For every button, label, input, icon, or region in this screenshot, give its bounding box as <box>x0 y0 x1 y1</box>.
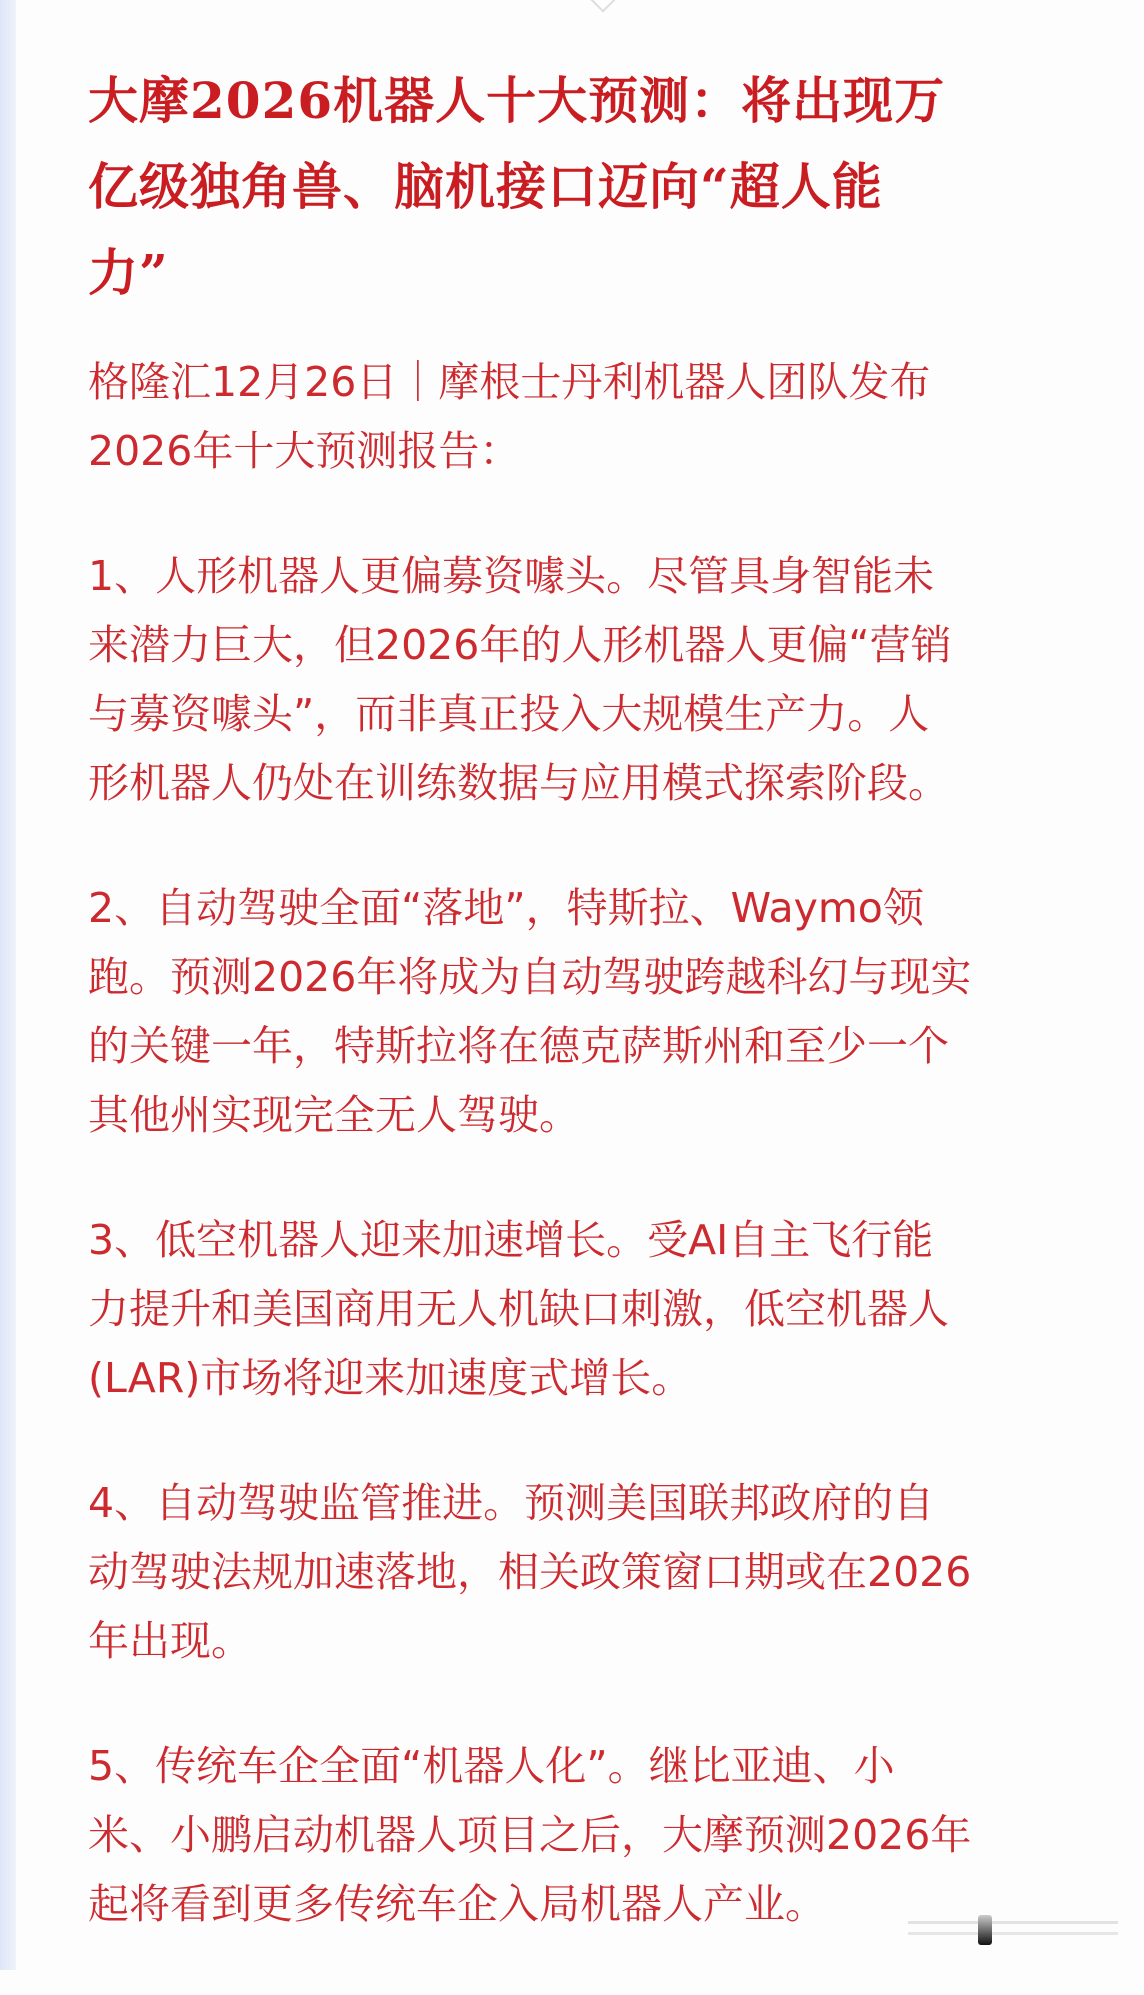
text-line: 的关键一年，特斯拉将在德克萨斯州和至少一个 <box>88 1022 949 1070</box>
text-line: 动驾驶法规加速落地，相关政策窗口期或在2026 <box>88 1548 972 1596</box>
horizontal-scrollbar[interactable] <box>908 1915 1118 1937</box>
prediction-paragraph <box>88 1469 1138 1676</box>
title-line: 亿级独角兽、脑机接口迈向“超人能 <box>88 157 883 216</box>
text-line: 4、自动驾驶监管推进。预测美国联邦政府的自 <box>88 1479 935 1527</box>
left-edge-bar <box>0 0 16 1970</box>
text-line: 起将看到更多传统车企入局机器人产业。 <box>88 1880 826 1928</box>
text-line: 1、人形机器人更偏募资噱头。尽管具身智能未 <box>88 552 935 600</box>
article-title <box>88 58 1128 316</box>
article-byline <box>88 348 1138 486</box>
text-line: 2026年十大预测报告： <box>88 427 521 475</box>
scroll-track <box>908 1921 1118 1924</box>
text-line: 2、自动驾驶全面“落地”，特斯拉、Waymo领 <box>88 884 924 932</box>
text-line: 其他州实现完全无人驾驶。 <box>88 1091 580 1139</box>
scroll-thumb[interactable] <box>978 1915 992 1945</box>
scroll-track <box>908 1932 1118 1935</box>
text-line: (LAR)市场将迎来加速度式增长。 <box>88 1354 693 1402</box>
text-line: 跑。预测2026年将成为自动驾驶跨越科幻与现实 <box>88 953 972 1001</box>
title-line: 力” <box>88 243 169 302</box>
text-line: 5、传统车企全面“机器人化”。继比亚迪、小 <box>88 1742 895 1790</box>
prediction-paragraph <box>88 542 1138 818</box>
prediction-paragraph <box>88 1206 1138 1413</box>
prediction-paragraph <box>88 874 1138 1150</box>
text-line: 年出现。 <box>88 1617 252 1665</box>
text-line: 3、低空机器人迎来加速增长。受AI自主飞行能 <box>88 1216 934 1264</box>
article-body <box>88 348 1138 1995</box>
text-line: 米、小鹏启动机器人项目之后，大摩预测2026年 <box>88 1811 972 1859</box>
text-line: 来潜力巨大，但2026年的人形机器人更偏“营销 <box>88 621 952 669</box>
prediction-paragraph <box>88 1732 1138 1939</box>
text-line: 形机器人仍处在训练数据与应用模式探索阶段。 <box>88 759 949 807</box>
chevron-down-icon <box>587 0 618 13</box>
title-line: 大摩2026机器人十大预测：将出现万 <box>88 71 946 130</box>
text-line: 格隆汇12月26日｜摩根士丹利机器人团队发布 <box>88 358 931 406</box>
text-line: 与募资噱头”，而非真正投入大规模生产力。人 <box>88 690 930 738</box>
text-line: 力提升和美国商用无人机缺口刺激，低空机器人 <box>88 1285 949 1333</box>
